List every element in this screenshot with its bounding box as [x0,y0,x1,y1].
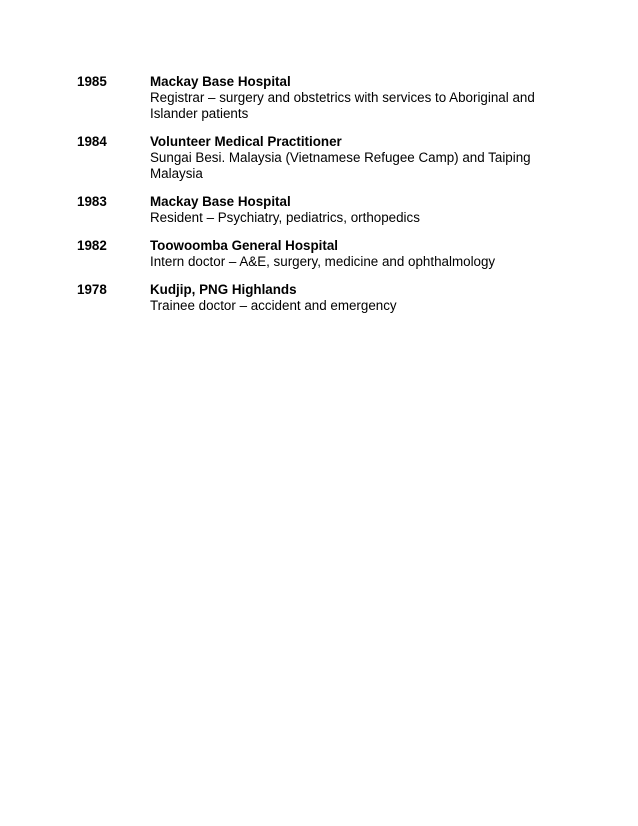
entry-description: Intern doctor – A&E, surgery, medicine and ophthalmology [150,254,496,269]
history-entry [77,194,577,226]
entry-content [150,74,577,122]
entry-description: Resident – Psychiatry, pediatrics, orthopedics [150,210,420,225]
entry-place: Volunteer Medical Practitioner [150,134,342,149]
entry-description: Sungai Besi. Malaysia (Vietnamese Refugee Camp) and Taiping Malaysia [150,150,531,181]
entry-place: Kudjip, PNG Highlands [150,282,297,297]
entry-place: Toowoomba General Hospital [150,238,338,253]
entry-place: Mackay Base Hospital [150,194,291,209]
entry-year: 1985 [77,74,107,89]
entry-content [150,238,577,270]
employment-history [77,74,577,326]
history-entry [77,134,577,182]
entry-description: Trainee doctor – accident and emergency [150,298,397,313]
entry-year: 1982 [77,238,107,253]
entry-description: Registrar – surgery and obstetrics with services to Aboriginal and Islander patients [150,90,535,121]
entry-year: 1978 [77,282,107,297]
entry-content [150,134,577,182]
entry-content [150,194,577,226]
history-entry [77,282,577,314]
entry-content [150,282,577,314]
entry-year: 1983 [77,194,107,209]
entry-place: Mackay Base Hospital [150,74,291,89]
history-entry [77,74,577,122]
entry-year: 1984 [77,134,107,149]
history-entry [77,238,577,270]
